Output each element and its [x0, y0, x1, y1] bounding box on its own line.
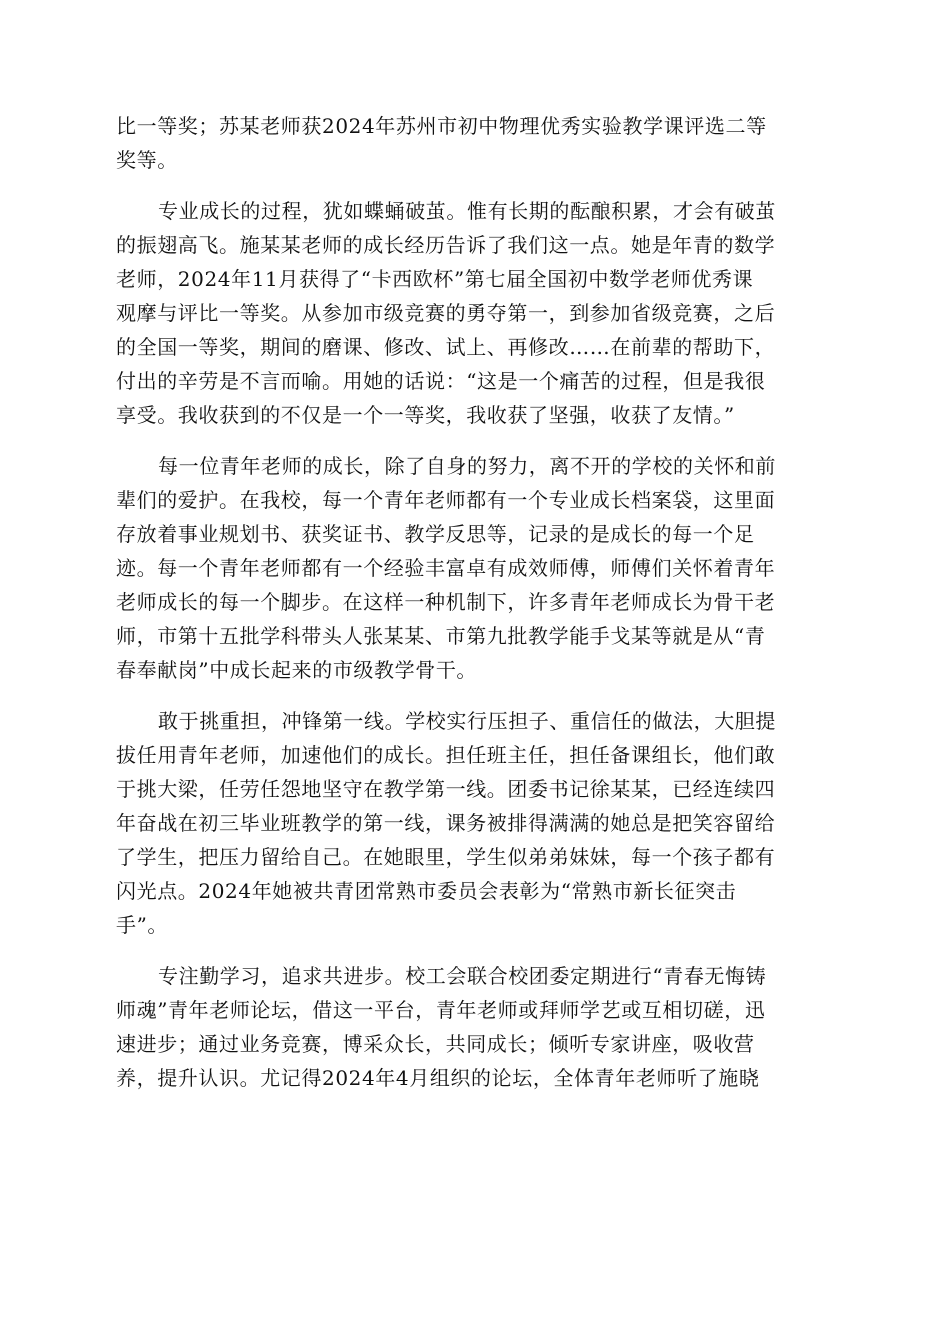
paragraph-line: 速进步；通过业务竞赛，博采众长，共同成长；倾听专家讲座，吸收营	[116, 1032, 755, 1056]
paragraph-line: 手”。	[116, 913, 169, 937]
paragraph-line: 的全国一等奖，期间的磨课、修改、试上、再修改……在前辈的帮助下，	[116, 335, 776, 359]
paragraph-line: 春奉献岗”中成长起来的市级教学骨干。	[116, 658, 478, 682]
paragraph-line: 专业成长的过程，犹如蝶蛹破茧。惟有长期的酝酿积累，才会有破茧	[158, 199, 776, 223]
paragraph-line: 师魂”青年老师论坛，借这一平台，青年老师或拜师学艺或互相切磋，迅	[116, 998, 766, 1022]
document-body	[116, 109, 836, 1112]
paragraph-line: 享受。我收获到的不仅是一个一等奖，我收获了坚强，收获了友情。”	[116, 403, 735, 427]
paragraph-line: 专注勤学习，追求共进步。校工会联合校团委定期进行“青春无悔铸	[158, 964, 767, 988]
paragraph-line: 师，市第十五批学科带头人张某某、市第九批教学能手戈某等就是从“青	[116, 624, 766, 648]
paragraph-line: 付出的辛劳是不言而喻。用她的话说：“这是一个痛苦的过程，但是我很	[116, 369, 766, 393]
paragraph-line: 观摩与评比一等奖。从参加市级竞赛的勇夺第一，到参加省级竞赛，之后	[116, 301, 776, 325]
paragraph-line: 老师，2024年11月获得了“卡西欧杯”第七届全国初中数学老师优秀课	[116, 267, 754, 291]
paragraph-line: 老师成长的每一个脚步。在这样一种机制下，许多青年老师成长为骨干老	[116, 590, 776, 614]
paragraph-line: 辈们的爱护。在我校，每一个青年老师都有一个专业成长档案袋，这里面	[116, 488, 776, 512]
paragraph-line: 敢于挑重担，冲锋第一线。学校实行压担子、重信任的做法，大胆提	[158, 709, 776, 733]
paragraph-line: 拔任用青年老师，加速他们的成长。担任班主任，担任备课组长，他们敢	[116, 743, 776, 767]
paragraph-line: 了学生，把压力留给自己。在她眼里，学生似弟弟妹妹，每一个孩子都有	[116, 845, 776, 869]
paragraph-line: 存放着事业规划书、获奖证书、教学反思等，记录的是成长的每一个足	[116, 522, 755, 546]
paragraph-line: 奖等。	[116, 148, 178, 172]
paragraph-2	[116, 194, 836, 432]
paragraph-line: 于挑大梁，任劳任怨地坚守在教学第一线。团委书记徐某某，已经连续四	[116, 777, 776, 801]
paragraph-line: 迹。每一个青年老师都有一个经验丰富卓有成效师傅，师傅们关怀着青年	[116, 556, 776, 580]
paragraph-line: 每一位青年老师的成长，除了自身的努力，离不开的学校的关怀和前	[158, 454, 776, 478]
paragraph-line: 比一等奖；苏某老师获2024年苏州市初中物理优秀实验教学课评选二等	[116, 114, 767, 138]
paragraph-3	[116, 449, 836, 687]
paragraph-line: 闪光点。2024年她被共青团常熟市委员会表彰为“常熟市新长征突击	[116, 879, 737, 903]
paragraph-line: 年奋战在初三毕业班教学的第一线，课务被排得满满的她总是把笑容留给	[116, 811, 776, 835]
paragraph-5	[116, 959, 836, 1095]
paragraph-line: 养，提升认识。尤记得2024年4月组织的论坛，全体青年老师听了施晓	[116, 1066, 760, 1090]
paragraph-1	[116, 109, 836, 177]
paragraph-line: 的振翅高飞。施某某老师的成长经历告诉了我们这一点。她是年青的数学	[116, 233, 776, 257]
paragraph-4	[116, 704, 836, 942]
